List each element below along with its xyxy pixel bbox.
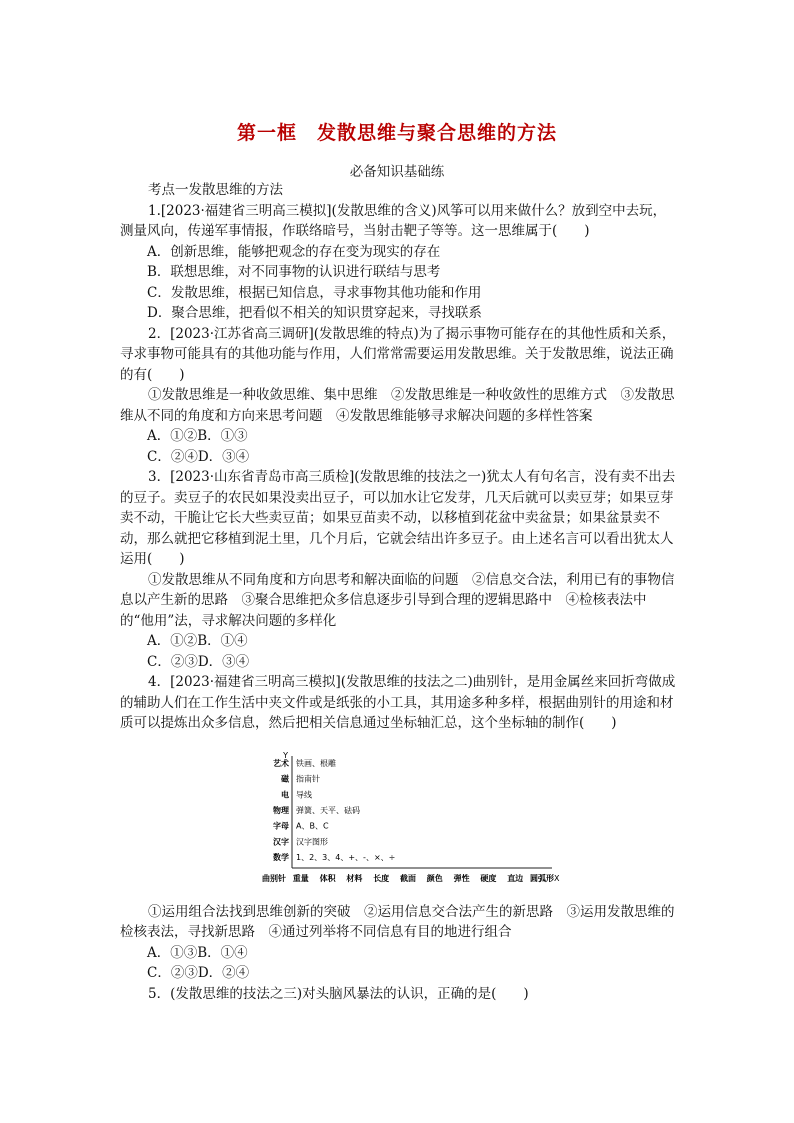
axis-diagram <box>260 750 560 888</box>
figure-row-label: 物理 <box>273 805 289 815</box>
question-4-options-cd: C．②③D．②④ <box>147 965 250 981</box>
figure-x-tick-label: 颜色 <box>426 873 443 883</box>
question-2-stem: 2．[2023·江苏省高三调研](发散思维的特点)为了揭示事物可能存在的其他性质和关系，寻求事物可能具有的其他功能与作用，人们常常需要运用发散思维。关于发散思维，说法正确的有( ) <box>120 325 676 383</box>
figure-row-text: 导线 <box>296 789 312 799</box>
figure-x-tick-label: 长度 <box>373 873 390 883</box>
question-1-option-c: C．发散思维，根据已知信息，寻求事物其他功能和作用 <box>147 284 482 301</box>
figure-row-label: 数学 <box>273 852 289 862</box>
figure-row-label: 汉字 <box>273 836 289 846</box>
question-4-options-ab: A．①③B．①④ <box>147 944 248 961</box>
topic-heading: 考点一发散思维的方法 <box>148 182 283 198</box>
section-subtitle: 必备知识基础练 <box>349 164 445 180</box>
figure-x-tick-label: 曲别针 <box>262 873 286 883</box>
question-1-option-a: A．创新思维，能够把观念的存在变为现实的存在 <box>147 243 441 260</box>
figure-rows <box>273 758 395 862</box>
question-2-options-cd: C．②④D．③④ <box>147 448 250 465</box>
figure-row-label: 磁 <box>281 774 289 784</box>
figure-row-text: A、B、C <box>296 821 329 831</box>
figure-row-label: 字母 <box>273 821 289 831</box>
figure-x-tick-label: 直边 <box>507 873 524 883</box>
figure-x-tick-label: 重量 <box>292 873 309 883</box>
page-title: 第一框 发散思维与聚合思维的方法 <box>236 122 557 144</box>
figure-row-text: 弹簧、天平、砝码 <box>296 805 360 815</box>
figure-x-tick-label: 弹性 <box>453 873 470 883</box>
figure-row-label: 艺术 <box>273 758 289 768</box>
question-4-items: ①运用组合法找到思维创新的突破 ②运用信息交合法产生的新思路 ③运用发散思维的检核表法，寻找新思路 ④通过列举将不同信息有目的地进行组合 <box>120 903 675 940</box>
question-2-items: ①发散思维是一种收敛思维、集中思维 ②发散思维是一种收敛性的思维方式 ③发散思维从不同的角度和方向来思考问题 ④发散思维能够寻求解决问题的多样性答案 <box>120 387 675 424</box>
question-1-option-d: D．聚合思维，把看似不相关的知识贯穿起来，寻找联系 <box>147 305 482 321</box>
document-body <box>120 180 676 1004</box>
figure-x-tick-label: 材料 <box>346 873 363 883</box>
question-3-options-ab: A．①②B．①④ <box>147 633 248 649</box>
question-1-stem: 1.[2023·福建省三明高三模拟](发散思维的含义)风筝可以用来做什么？放到空中去玩，测量风向，传递军事情报，作联络暗号，当射击靶子等等。这一思维属于( ) <box>120 202 667 239</box>
question-4-stem: 4．[2023·福建省三明高三模拟](发散思维的技法之二)曲别针，是用金属丝来回折弯做成的辅助人们在工作生活中夹文件或是纸张的小工具，其用途多种多样，根据曲别针的用途和材质可以提炼出众多信息，然后把相关信息通过坐标轴汇总，这个坐标轴的制作( ) <box>120 674 676 731</box>
paperclip-axis-figure <box>260 750 560 888</box>
figure-x-tick-label: 圆弧形 <box>530 873 554 883</box>
figure-x-labels <box>262 873 555 883</box>
figure-row-text: 汉字图形 <box>296 836 328 846</box>
figure-x-tick-label: 截面 <box>400 873 416 883</box>
question-2-options-ab: A．①②B．①③ <box>147 428 248 444</box>
y-axis-label: Y <box>283 750 288 760</box>
question-3-stem: 3．[2023·山东省青岛市高三质检](发散思维的技法之一)犹太人有句名言，没有卖不出去的豆子。卖豆子的农民如果没卖出豆子，可以加水让它发芽，几天后就可以卖豆芽；如果豆芽卖不动，干脆让它长大些卖豆苗；如果豆苗卖不动，以移植到花盆中卖盆景；如果盆景卖不动，那么就把它移植到泥土里，几个月后，它就会结出许多豆子。由上述名言可以看出犹太人运用( ) <box>120 469 676 567</box>
question-1-option-b: B．联想思维，对不同事物的认识进行联结与思考 <box>147 264 441 280</box>
question-5-stem: 5．(发散思维的技法之三)对头脑风暴法的认识，正确的是( ) <box>148 985 529 1002</box>
question-3-options-cd: C．②③D．③④ <box>147 653 250 670</box>
question-3-items: ①发散思维从不同角度和方向思考和解决面临的问题 ②信息交合法，利用已有的事物信息以产生新的思路 ③聚合思维把众多信息逐步引导到合理的逻辑思路中 ④检核表法中的“他用”法，寻求解决问题的多样化 <box>120 571 675 629</box>
figure-row-label: 电 <box>281 789 289 799</box>
figure-x-tick-label: 体积 <box>319 873 336 883</box>
figure-row-text: 指南针 <box>296 774 320 784</box>
x-axis-label: X <box>554 873 560 883</box>
figure-row-text: 1、2、3、4、+、-、×、÷ <box>296 852 396 862</box>
figure-row-text: 铁画、根雕 <box>296 758 336 768</box>
figure-x-tick-label: 硬度 <box>480 873 497 883</box>
